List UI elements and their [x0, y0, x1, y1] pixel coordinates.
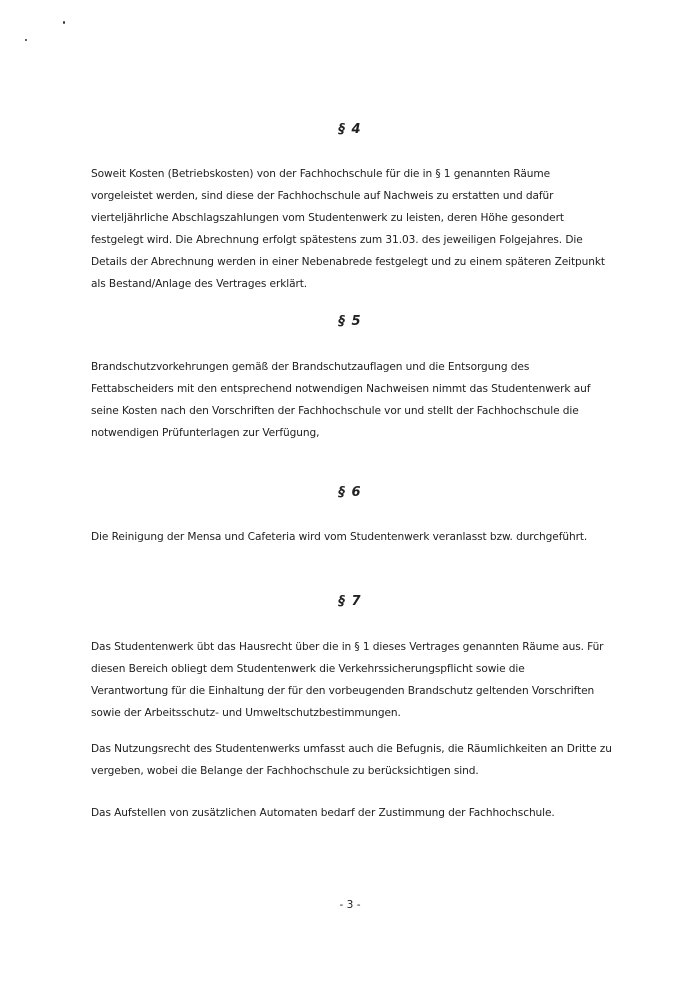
- section-7-paragraph-2: [91, 738, 611, 782]
- text-line: Das Studentenwerk übt das Hausrecht über die in § 1 dieses Vertrages genannten Räume aus. Für: [91, 641, 604, 653]
- scan-speck: [25, 39, 27, 41]
- section-6-paragraph: [91, 526, 611, 548]
- text-line: vierteljährliche Abschlagszahlungen vom Studentenwerk zu leisten, deren Höhe gesondert: [91, 212, 564, 224]
- scan-speck: [63, 21, 65, 24]
- section-heading-7: § 7: [338, 594, 362, 609]
- text-line: Das Aufstellen von zusätzlichen Automaten bedarf der Zustimmung der Fachhochschule.: [91, 807, 555, 819]
- text-line: als Bestand/Anlage des Vertrages erklärt.: [91, 278, 308, 290]
- section-heading-4: § 4: [338, 122, 362, 137]
- text-line: sowie der Arbeitsschutz- und Umweltschutzbestimmungen.: [91, 707, 401, 719]
- text-line: Soweit Kosten (Betriebskosten) von der Fachhochschule für die in § 1 genannten Räume: [91, 168, 551, 180]
- text-line: Verantwortung für die Einhaltung der für den vorbeugenden Brandschutz geltenden Vorschriften: [91, 685, 595, 697]
- text-line: vergeben, wobei die Belange der Fachhochschule zu berücksichtigen sind.: [91, 765, 479, 777]
- section-heading-5: § 5: [338, 314, 362, 329]
- page-number: - 3 -: [339, 899, 361, 911]
- text-line: Details der Abrechnung werden in einer Nebenabrede festgelegt und zu einem späteren Zeitpunkt: [91, 256, 605, 268]
- section-heading-6: § 6: [338, 485, 362, 500]
- text-line: vorgeleistet werden, sind diese der Fachhochschule auf Nachweis zu erstatten und dafür: [91, 190, 554, 202]
- text-line: diesen Bereich obliegt dem Studentenwerk die Verkehrssicherungspflicht sowie die: [91, 663, 525, 675]
- section-5-paragraph: [91, 356, 611, 444]
- text-line: festgelegt wird. Die Abrechnung erfolgt spätestens zum 31.03. des jeweiligen Folgejahres. Die: [91, 234, 583, 246]
- text-line: Fettabscheiders mit den entsprechend notwendigen Nachweisen nimmt das Studentenwerk auf: [91, 383, 591, 395]
- text-line: Das Nutzungsrecht des Studentenwerks umfasst auch die Befugnis, die Räumlichkeiten an Dritte zu: [91, 743, 612, 755]
- section-7-paragraph-1: [91, 636, 611, 724]
- text-line: notwendigen Prüfunterlagen zur Verfügung,: [91, 427, 320, 439]
- text-line: seine Kosten nach den Vorschriften der Fachhochschule vor und stellt der Fachhochschule die: [91, 405, 579, 417]
- section-7-paragraph-3: [91, 802, 611, 824]
- text-line: Brandschutzvorkehrungen gemäß der Brandschutzauflagen und die Entsorgung des: [91, 361, 530, 373]
- section-4-paragraph: [91, 163, 611, 295]
- text-line: Die Reinigung der Mensa und Cafeteria wird vom Studentenwerk veranlasst bzw. durchgeführt.: [91, 531, 588, 543]
